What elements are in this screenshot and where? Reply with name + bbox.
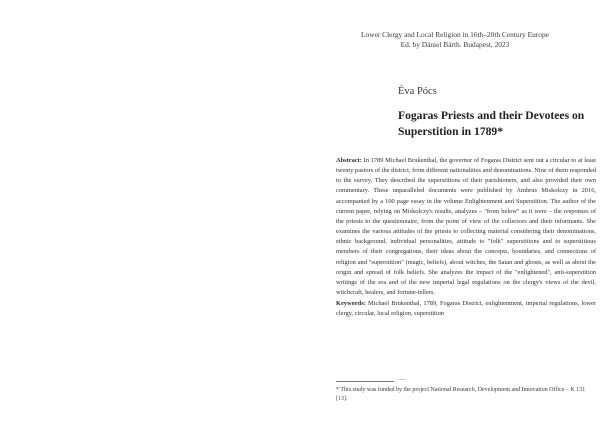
article-title: Fogaras Priests and their Devotees on Superstition in 1789*: [398, 109, 585, 138]
abstract-label: Abstract:: [336, 157, 362, 164]
keywords-text: Michael Brukenthal, 1789, Fogaras District, enlightenment, imperial regulations, lower clergy, circular, local religion, superstition: [336, 300, 596, 318]
footnote-divider: [336, 381, 394, 382]
abstract-paragraph: [336, 156, 596, 298]
abstract-text: In 1789 Michael Brukenthal, the governor of Fogaras District sent out a circular to at least twenty pastors of the district, from different nationalities and denominations. Nine of them responded to the survey. They described the superstitions of their parishioners, and also provided their own commentary. These unparalleled documents were published by Ambrus Miskolczy in 2016, accompanied by a 100 page essay in the volume Enlightenment and Superstition. The author of the current paper, relying on Miskolczy's results, analyzes – "from below" as it were – the responses of the priests to the questionnaire, from the point of view of the collectors and their informants. She examines the various attitudes of the priests to collecting material considering their denominations, ethnic background, individual personalities, attitude to "folk" superstitions and to superstitious members of their congregations, their ideas about the concepts, boundaries, and connections of religion and "superstition" (magic, beliefs), about witches, the Satan and ghosts, as well as about the origin and spread of folk beliefs. She analyzes the impact of the "enlightened", anti-superstition writings of the era and of the new imperial legal regulations on the clergy's views of the devil, witchcraft, healers, and fortune-tellers.: [336, 157, 596, 297]
footnote-separator-mark: —: [399, 377, 405, 383]
running-header: [360, 30, 550, 50]
article-author: Éva Pócs: [398, 86, 437, 97]
footnote: * This study was funded by the project National Research, Development and Innovation Office – K 131 [13].: [336, 387, 586, 402]
keywords-paragraph: [336, 299, 596, 319]
keywords-label: Keywords:: [336, 300, 366, 307]
header-series-title: Lower Clergy and Local Religion in 16th–20th Century Europe: [361, 30, 549, 39]
header-editor-line: Ed. by Dániel Bárth. Budapest, 2023: [400, 40, 510, 49]
